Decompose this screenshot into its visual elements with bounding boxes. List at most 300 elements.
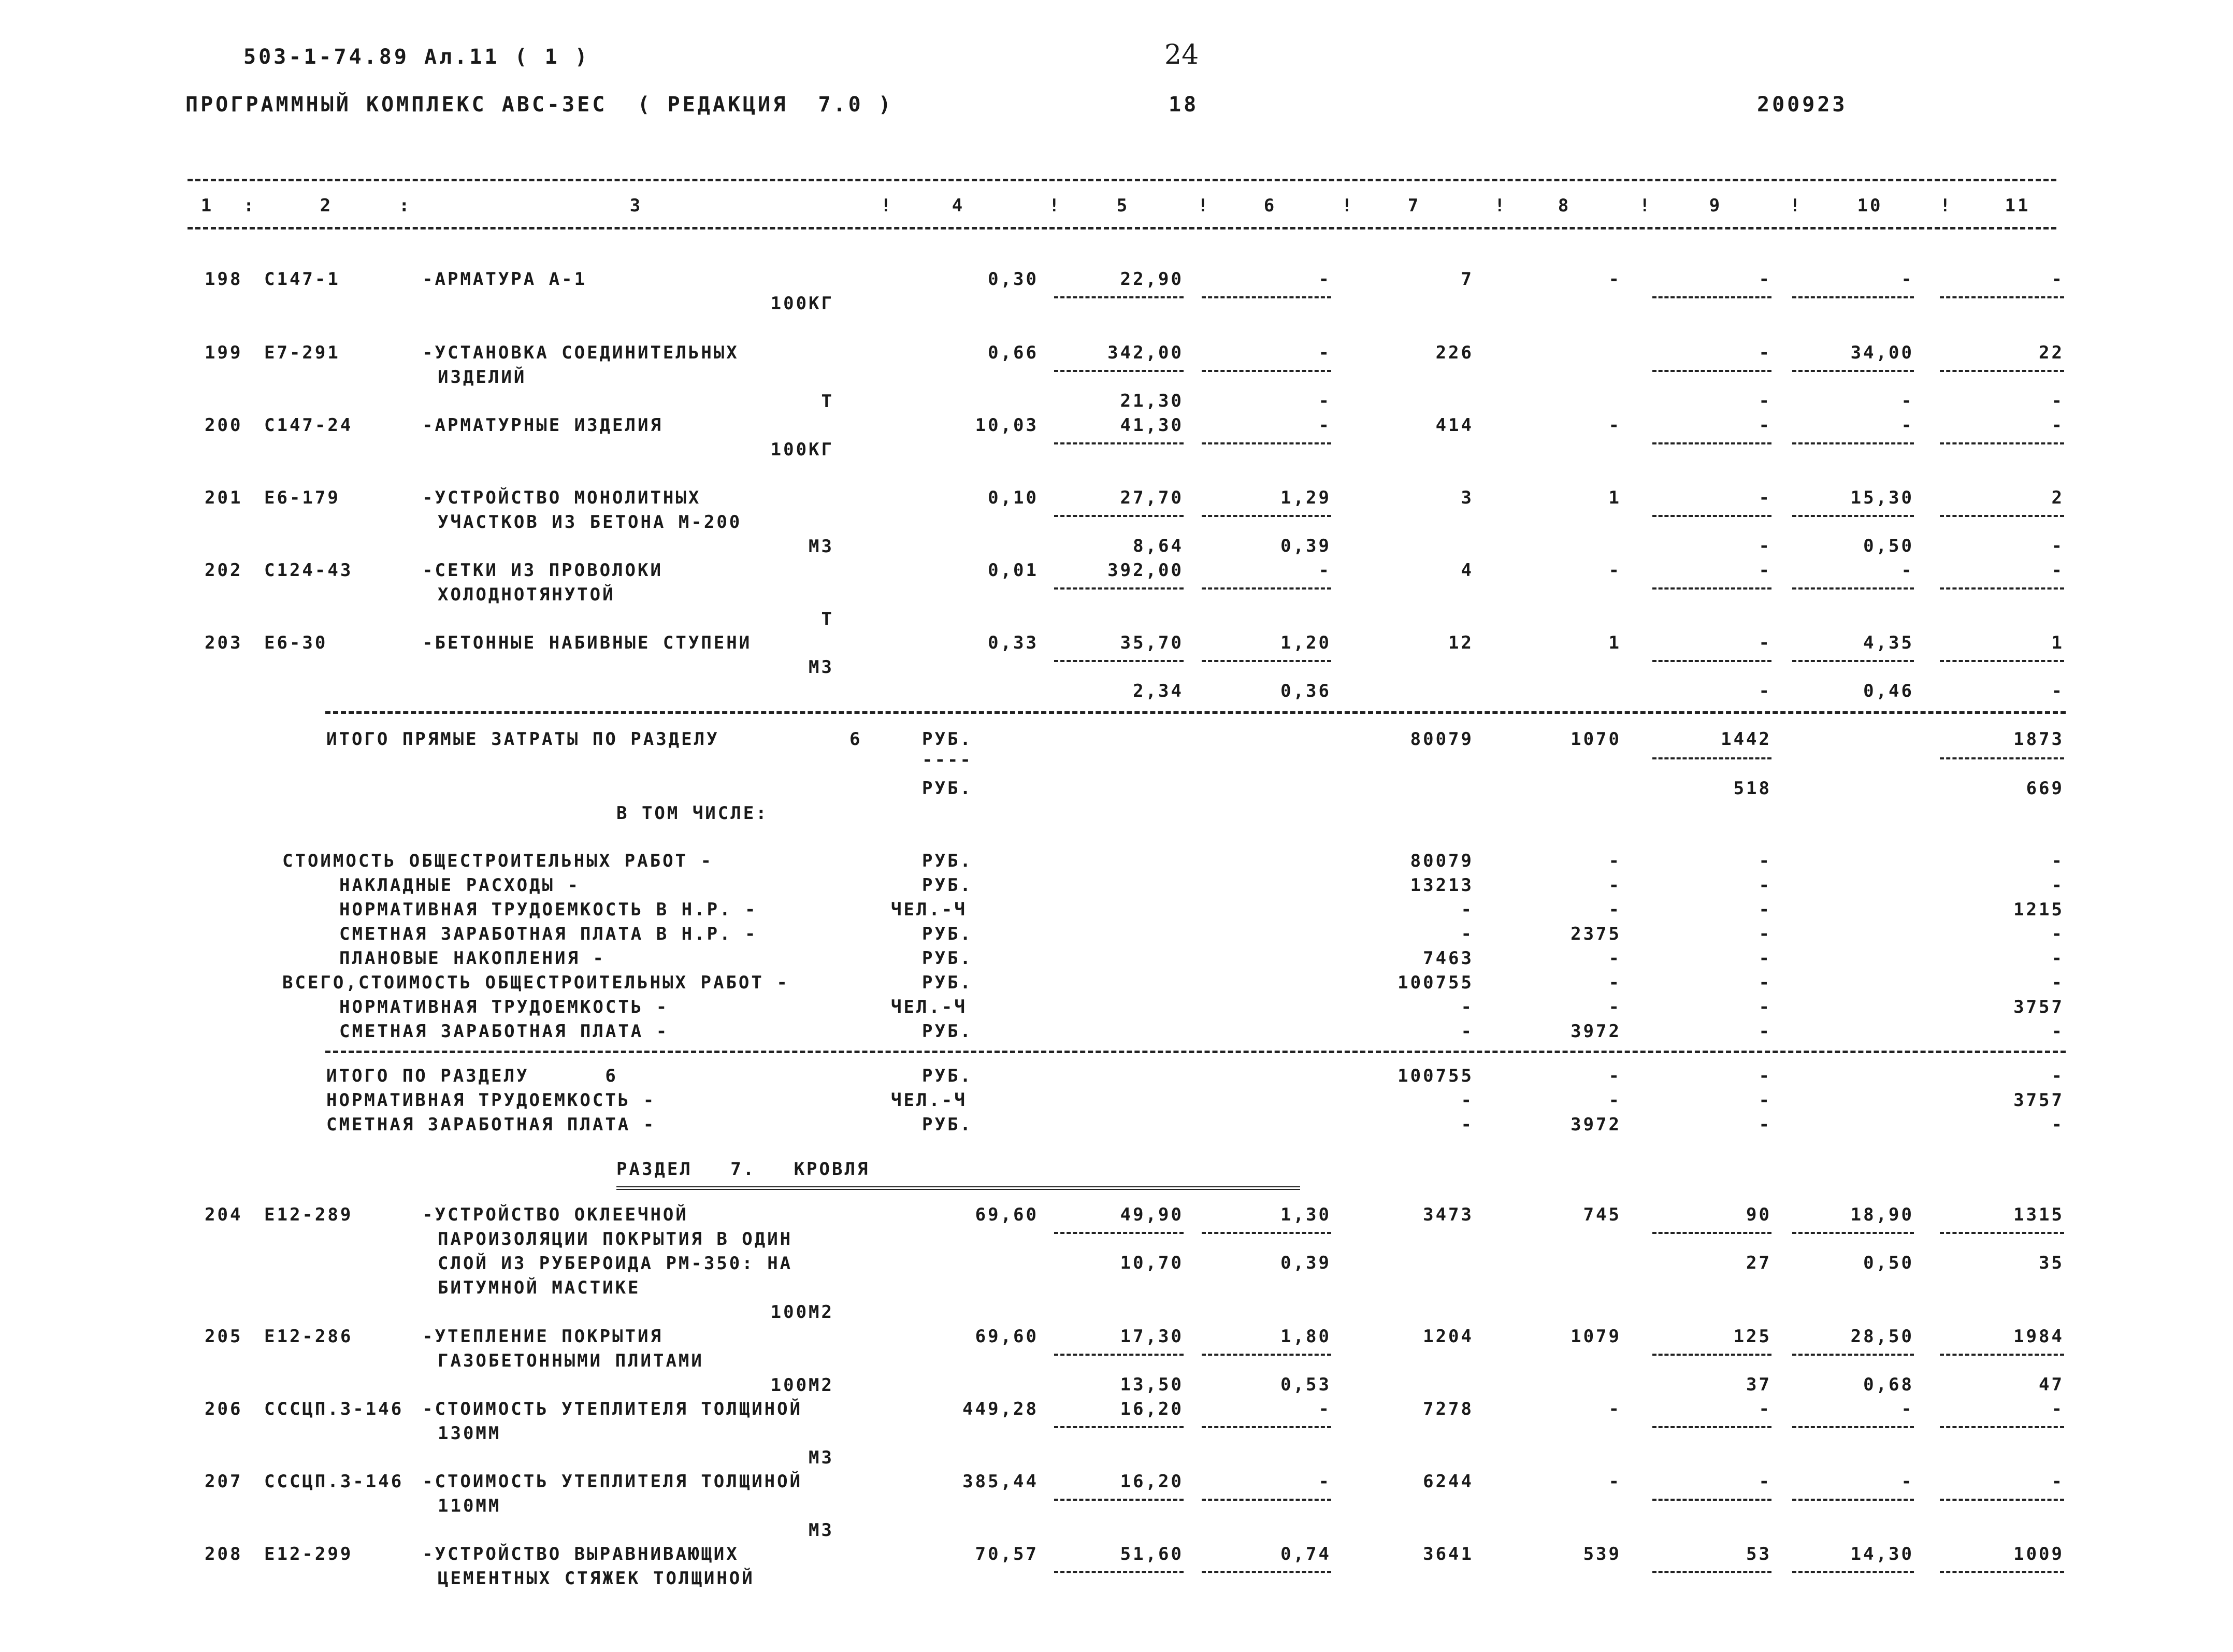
row-name-line: -СТОИМОСТЬ УТЕПЛИТЕЛЯ ТОЛЩИНОЙ [422, 1471, 803, 1492]
row-number: 201 [205, 487, 243, 508]
row-value-c10: 15,30 [1850, 487, 1914, 508]
row-number: 205 [205, 1326, 243, 1347]
program-title: ПРОГРАММНЫЙ КОМПЛЕКС АВС-ЗЕС ( РЕДАКЦИЯ 7.0 ) [185, 93, 894, 117]
row-subvalue-s9: - [1759, 681, 1771, 701]
breakdown-c9: - [1759, 899, 1771, 920]
breakdown-c11: - [2051, 1021, 2064, 1042]
row-subvalue-s10: 0,68 [1863, 1374, 1914, 1395]
row-underline [1940, 1499, 2064, 1501]
row-unit: М3 [809, 1520, 834, 1541]
breakdown-c7: 100755 [1398, 972, 1474, 993]
section-total-label: НОРМАТИВНАЯ ТРУДОЕМКОСТЬ - [326, 1090, 656, 1111]
row-underline [1792, 442, 1914, 444]
row-code: Е6-30 [264, 633, 328, 653]
row-value-c5: 51,60 [1120, 1544, 1184, 1564]
breakdown-c7: - [1461, 1021, 1474, 1042]
row-unit: Т [821, 609, 834, 629]
row-number: 198 [205, 269, 243, 290]
column-divider: ! [1940, 195, 1953, 216]
row-subvalue-s5: 2,34 [1133, 681, 1184, 701]
row-underline [1940, 1426, 2064, 1428]
total-direct-c11: 1873 [2013, 729, 2064, 750]
breakdown-c7: 13213 [1410, 875, 1474, 896]
row-subvalue-s5: 21,30 [1120, 391, 1184, 411]
row-subvalue-s11: - [2051, 681, 2064, 701]
section-total-c11: - [2051, 1066, 2064, 1086]
row-underline [1652, 587, 1771, 590]
row-underline [1054, 1232, 1184, 1234]
breakdown-c7: - [1461, 924, 1474, 944]
breakdown-c11: 1215 [2013, 899, 2064, 920]
row-value-c5: 392,00 [1107, 560, 1184, 581]
row-subvalue-s6: 0,36 [1280, 681, 1331, 701]
row-number: 207 [205, 1471, 243, 1492]
row-unit: 100КГ [770, 293, 834, 314]
row-value-c7: 4 [1461, 560, 1474, 581]
row-subvalue-s6: 0,39 [1280, 1253, 1331, 1273]
row-unit: М3 [809, 657, 834, 678]
row-value-c11: 1315 [2013, 1204, 2064, 1225]
total-direct-underline [1652, 757, 1771, 759]
table-header-rule [188, 227, 2056, 229]
row-code: СССЦП.3-146 [264, 1471, 404, 1492]
row-number: 204 [205, 1204, 243, 1225]
row-name-line: СЛОЙ ИЗ РУБЕРОИДА РМ-350: НА [438, 1253, 793, 1274]
document-code: 503-1-74.89 Ал.11 ( 1 ) [243, 45, 590, 69]
row-value-qty: 10,03 [975, 415, 1039, 436]
row-name-line: ЦЕМЕНТНЫХ СТЯЖЕК ТОЛЩИНОЙ [438, 1568, 755, 1589]
row-underline [1202, 442, 1331, 444]
row-name-line: -УСТАНОВКА СОЕДИНИТЕЛЬНЫХ [422, 342, 739, 363]
row-underline [1940, 370, 2064, 372]
row-underline [1792, 296, 1914, 298]
column-header-9: 9 [1709, 195, 1722, 216]
row-value-c9: - [1759, 342, 1771, 363]
total-direct-unit-dash: ---- [922, 750, 973, 770]
column-header-8: 8 [1558, 195, 1571, 216]
column-header-3: 3 [629, 195, 643, 216]
column-divider: ! [1198, 195, 1211, 216]
breakdown-c11: - [2051, 851, 2064, 871]
total-direct-c11b: 669 [2026, 778, 2064, 799]
breakdown-c11: 3757 [2013, 997, 2064, 1017]
row-value-qty: 0,10 [988, 487, 1039, 508]
row-value-c8: 745 [1583, 1204, 1621, 1225]
row-name-line: -СЕТКИ ИЗ ПРОВОЛОКИ [422, 560, 663, 581]
column-divider: ! [1639, 195, 1652, 216]
row-unit: Т [821, 391, 834, 412]
row-unit: 100М2 [770, 1375, 834, 1396]
row-value-qty: 0,33 [988, 633, 1039, 653]
row-underline [1792, 1426, 1914, 1428]
row-underline [1940, 1232, 2064, 1234]
row-value-c9: - [1759, 560, 1771, 581]
breakdown-c9: - [1759, 1021, 1771, 1042]
row-value-c5: 17,30 [1120, 1326, 1184, 1347]
row-underline [1652, 1499, 1771, 1501]
row-value-c7: 7 [1461, 269, 1474, 290]
row-name-line: 130ММ [438, 1423, 501, 1444]
row-value-c9: - [1759, 633, 1771, 653]
row-value-c8: 1 [1608, 487, 1621, 508]
row-underline [1792, 1354, 1914, 1356]
column-divider: ! [881, 195, 894, 216]
row-name-line: -АРМАТУРА А-1 [422, 269, 587, 290]
column-header-10: 10 [1857, 195, 1883, 216]
row-underline [1940, 296, 2064, 298]
row-value-c10: - [1901, 1471, 1914, 1492]
row-code: Е6-179 [264, 487, 340, 508]
row-underline [1940, 515, 2064, 517]
row-value-c8: - [1608, 415, 1621, 436]
row-code: Е7-291 [264, 342, 340, 363]
breakdown-c9: - [1759, 924, 1771, 944]
breakdown-label: СМЕТНАЯ ЗАРАБОТНАЯ ПЛАТА В Н.Р. - [339, 924, 758, 944]
row-underline [1792, 1571, 1914, 1573]
section-total-c7: 100755 [1398, 1066, 1474, 1086]
row-underline [1652, 442, 1771, 444]
row-name-line: ХОЛОДНОТЯНУТОЙ [438, 584, 615, 605]
total-direct-underline [1940, 757, 2064, 759]
row-subvalue-s10: 0,46 [1863, 681, 1914, 701]
row-value-c6: 1,29 [1280, 487, 1331, 508]
row-subvalue-s10: 0,50 [1863, 1253, 1914, 1273]
row-value-c9: - [1759, 1471, 1771, 1492]
row-unit: М3 [809, 536, 834, 557]
total-direct-c9: 1442 [1721, 729, 1771, 750]
row-subvalue-s6: 0,53 [1280, 1374, 1331, 1395]
row-number: 199 [205, 342, 243, 363]
row-value-c7: 3473 [1423, 1204, 1474, 1225]
breakdown-unit: ЧЕЛ.-Ч [891, 997, 967, 1017]
row-value-c8: - [1608, 1399, 1621, 1419]
table-top-rule [188, 179, 2056, 181]
row-underline [1792, 660, 1914, 662]
row-value-c9: - [1759, 415, 1771, 436]
row-underline [1054, 1499, 1184, 1501]
row-underline [1202, 1499, 1331, 1501]
breakdown-c8: 2375 [1571, 924, 1621, 944]
row-value-c11: - [2051, 1399, 2064, 1419]
row-underline [1202, 515, 1331, 517]
row-value-c8: 1079 [1571, 1326, 1621, 1347]
row-value-c7: 414 [1435, 415, 1474, 436]
row-subvalue-s5: 8,64 [1133, 536, 1184, 556]
row-subvalue-s5: 10,70 [1120, 1253, 1184, 1273]
row-underline [1054, 1426, 1184, 1428]
row-name-line: ГАЗОБЕТОННЫМИ ПЛИТАМИ [438, 1351, 704, 1371]
row-value-c5: 49,90 [1120, 1204, 1184, 1225]
row-value-c11: - [2051, 1471, 2064, 1492]
row-value-c9: - [1759, 1399, 1771, 1419]
breakdown-c7: 80079 [1410, 851, 1474, 871]
row-underline [1202, 1232, 1331, 1234]
breakdown-label: НАКЛАДНЫЕ РАСХОДЫ - [339, 875, 580, 896]
row-underline [1202, 296, 1331, 298]
breakdown-label: НОРМАТИВНАЯ ТРУДОЕМКОСТЬ В Н.Р. - [339, 899, 758, 920]
row-value-c10: 28,50 [1850, 1326, 1914, 1347]
row-value-c10: 34,00 [1850, 342, 1914, 363]
column-divider: ! [1049, 195, 1062, 216]
row-name-line: УЧАСТКОВ ИЗ БЕТОНА М-200 [438, 512, 742, 533]
row-name-line: -АРМАТУРНЫЕ ИЗДЕЛИЯ [422, 415, 663, 436]
breakdown-unit: РУБ. [922, 851, 973, 871]
breakdown-c7: 7463 [1423, 948, 1474, 969]
column-divider: ! [1494, 195, 1507, 216]
section-total-c9: - [1759, 1066, 1771, 1086]
run-date: 200923 [1757, 93, 1848, 117]
breakdown-c9: - [1759, 851, 1771, 871]
row-value-qty: 385,44 [962, 1471, 1039, 1492]
row-value-c9: - [1759, 269, 1771, 290]
row-value-c7: 3641 [1423, 1544, 1474, 1564]
row-number: 206 [205, 1399, 243, 1419]
row-value-c7: 226 [1435, 342, 1474, 363]
breakdown-unit: РУБ. [922, 1021, 973, 1042]
row-value-c11: - [2051, 415, 2064, 436]
row-value-c8: - [1608, 560, 1621, 581]
row-value-qty: 0,30 [988, 269, 1039, 290]
row-underline [1054, 1354, 1184, 1356]
row-subvalue-s9: 27 [1746, 1253, 1771, 1273]
breakdown-unit: РУБ. [922, 924, 973, 944]
row-value-c7: 6244 [1423, 1471, 1474, 1492]
row-value-c11: - [2051, 269, 2064, 290]
row-unit: 100КГ [770, 439, 834, 460]
row-underline [1652, 1354, 1771, 1356]
row-unit: М3 [809, 1447, 834, 1468]
row-value-c10: 18,90 [1850, 1204, 1914, 1225]
row-value-qty: 0,01 [988, 560, 1039, 581]
row-value-c6: - [1318, 1471, 1331, 1492]
row-value-c7: 12 [1448, 633, 1474, 653]
row-underline [1792, 515, 1914, 517]
row-value-c8: - [1608, 1471, 1621, 1492]
section-summary-rule [325, 1051, 2066, 1053]
row-subvalue-s10: - [1901, 391, 1914, 411]
total-direct-label: ИТОГО ПРЯМЫЕ ЗАТРАТЫ ПО РАЗДЕЛУ [326, 729, 719, 750]
row-value-c6: - [1318, 1399, 1331, 1419]
breakdown-unit: РУБ. [922, 972, 973, 993]
column-divider: ! [1790, 195, 1803, 216]
row-underline [1652, 1426, 1771, 1428]
row-value-c6: - [1318, 560, 1331, 581]
row-number: 202 [205, 560, 243, 581]
section-total-c8: 3972 [1571, 1114, 1621, 1135]
total-direct-section: 6 [849, 729, 862, 750]
row-value-qty: 0,66 [988, 342, 1039, 363]
row-subvalue-s9: 37 [1746, 1374, 1771, 1395]
breakdown-c11: - [2051, 972, 2064, 993]
row-value-c6: - [1318, 415, 1331, 436]
row-value-c9: 53 [1746, 1544, 1771, 1564]
breakdown-c8: - [1608, 875, 1621, 896]
row-value-c5: 342,00 [1107, 342, 1184, 363]
page-number: 24 [1164, 39, 1199, 70]
row-underline [1792, 370, 1914, 372]
row-underline [1054, 442, 1184, 444]
sheet-number: 18 [1169, 93, 1199, 117]
row-underline [1792, 1499, 1914, 1501]
row-name-line: -БЕТОННЫЕ НАБИВНЫЕ СТУПЕНИ [422, 633, 752, 653]
row-value-c6: 0,74 [1280, 1544, 1331, 1564]
row-value-c10: - [1901, 415, 1914, 436]
row-underline [1940, 587, 2064, 590]
row-code: СССЦП.3-146 [264, 1399, 404, 1419]
section-total-unit: РУБ. [922, 1066, 973, 1086]
row-value-c5: 35,70 [1120, 633, 1184, 653]
row-value-c7: 3 [1461, 487, 1474, 508]
breakdown-c7: - [1461, 899, 1474, 920]
breakdown-c8: - [1608, 997, 1621, 1017]
row-underline [1202, 1354, 1331, 1356]
row-subvalue-s10: 0,50 [1863, 536, 1914, 556]
including-label: В ТОМ ЧИСЛЕ: [616, 803, 769, 824]
row-value-c9: 125 [1733, 1326, 1771, 1347]
row-value-c11: 1009 [2013, 1544, 2064, 1564]
row-name-line: -УСТРОЙСТВО ВЫРАВНИВАЮЩИХ [422, 1544, 739, 1564]
row-value-c11: 2 [2051, 487, 2064, 508]
breakdown-unit: РУБ. [922, 948, 973, 969]
breakdown-c11: - [2051, 875, 2064, 896]
row-value-c5: 41,30 [1120, 415, 1184, 436]
breakdown-c9: - [1759, 875, 1771, 896]
breakdown-c8: - [1608, 899, 1621, 920]
row-underline [1792, 587, 1914, 590]
row-underline [1940, 1571, 2064, 1573]
row-number: 200 [205, 415, 243, 436]
breakdown-c9: - [1759, 997, 1771, 1017]
breakdown-c9: - [1759, 972, 1771, 993]
total-direct-unit2: РУБ. [922, 778, 973, 799]
row-subvalue-s11: - [2051, 391, 2064, 411]
row-subvalue-s5: 13,50 [1120, 1374, 1184, 1395]
row-value-c10: 4,35 [1863, 633, 1914, 653]
row-value-c6: - [1318, 269, 1331, 290]
row-code: Е12-299 [264, 1544, 353, 1564]
row-value-c7: 7278 [1423, 1399, 1474, 1419]
row-value-qty: 69,60 [975, 1204, 1039, 1225]
row-value-c5: 16,20 [1120, 1471, 1184, 1492]
section-total-c11: 3757 [2013, 1090, 2064, 1111]
breakdown-c7: - [1461, 997, 1474, 1017]
row-underline [1202, 370, 1331, 372]
row-underline [1054, 1571, 1184, 1573]
row-value-qty: 449,28 [962, 1399, 1039, 1419]
row-underline [1652, 370, 1771, 372]
row-subvalue-s6: 0,39 [1280, 536, 1331, 556]
row-value-c10: - [1901, 1399, 1914, 1419]
breakdown-label: ПЛАНОВЫЕ НАКОПЛЕНИЯ - [339, 948, 606, 969]
row-value-c8: - [1608, 269, 1621, 290]
row-name-line: ИЗДЕЛИЙ [438, 367, 527, 387]
row-value-c9: - [1759, 487, 1771, 508]
section-total-c7: - [1461, 1114, 1474, 1135]
row-underline [1054, 660, 1184, 662]
breakdown-c8: - [1608, 972, 1621, 993]
row-subvalue-s11: 35 [2039, 1253, 2064, 1273]
section-title: РАЗДЕЛ 7. КРОВЛЯ [616, 1159, 870, 1180]
row-name-line: -СТОИМОСТЬ УТЕПЛИТЕЛЯ ТОЛЩИНОЙ [422, 1399, 803, 1419]
row-value-c6: 1,80 [1280, 1326, 1331, 1347]
row-underline [1792, 1232, 1914, 1234]
column-header-6: 6 [1263, 195, 1277, 216]
row-underline [1652, 1232, 1771, 1234]
row-subvalue-s9: - [1759, 536, 1771, 556]
breakdown-c9: - [1759, 948, 1771, 969]
section-total-label: ИТОГО ПО РАЗДЕЛУ 6 [326, 1066, 618, 1086]
column-header-7: 7 [1407, 195, 1421, 216]
total-direct-c9b: 518 [1733, 778, 1771, 799]
row-underline [1652, 515, 1771, 517]
row-underline [1652, 660, 1771, 662]
row-code: С147-1 [264, 269, 340, 290]
row-subvalue-s9: - [1759, 391, 1771, 411]
row-value-c10: - [1901, 560, 1914, 581]
section-total-unit: РУБ. [922, 1114, 973, 1135]
breakdown-c8: - [1608, 948, 1621, 969]
row-underline [1652, 1571, 1771, 1573]
row-name-line: -УТЕПЛЕНИЕ ПОКРЫТИЯ [422, 1326, 663, 1347]
row-subvalue-s11: 47 [2039, 1374, 2064, 1395]
row-name-line: -УСТРОЙСТВО МОНОЛИТНЫХ [422, 487, 701, 508]
breakdown-c11: - [2051, 924, 2064, 944]
row-unit: 100М2 [770, 1302, 834, 1323]
section-total-rule [325, 711, 2066, 714]
row-code: Е12-286 [264, 1326, 353, 1347]
row-underline [1940, 442, 2064, 444]
section-total-c8: - [1608, 1090, 1621, 1111]
column-divider: : [243, 195, 256, 216]
row-value-qty: 70,57 [975, 1544, 1039, 1564]
row-value-c11: 22 [2039, 342, 2064, 363]
breakdown-c11: - [2051, 948, 2064, 969]
section-title-underline [616, 1186, 1300, 1190]
breakdown-c8: - [1608, 851, 1621, 871]
row-value-c7: 1204 [1423, 1326, 1474, 1347]
row-value-c11: - [2051, 560, 2064, 581]
row-underline [1940, 660, 2064, 662]
row-value-c6: 1,20 [1280, 633, 1331, 653]
row-subvalue-s11: - [2051, 536, 2064, 556]
row-underline [1054, 296, 1184, 298]
row-underline [1202, 587, 1331, 590]
row-value-c11: 1 [2051, 633, 2064, 653]
row-underline [1202, 1426, 1331, 1428]
row-underline [1652, 296, 1771, 298]
row-code: Е12-289 [264, 1204, 353, 1225]
row-value-c6: 1,30 [1280, 1204, 1331, 1225]
section-total-c9: - [1759, 1114, 1771, 1135]
row-value-c8: 539 [1583, 1544, 1621, 1564]
column-divider: : [399, 195, 412, 216]
row-code: С147-24 [264, 415, 353, 436]
row-value-c11: 1984 [2013, 1326, 2064, 1347]
row-value-c5: 27,70 [1120, 487, 1184, 508]
breakdown-c8: 3972 [1571, 1021, 1621, 1042]
row-value-c10: 14,30 [1850, 1544, 1914, 1564]
row-code: С124-43 [264, 560, 353, 581]
row-number: 208 [205, 1544, 243, 1564]
row-value-c5: 22,90 [1120, 269, 1184, 290]
row-underline [1054, 370, 1184, 372]
row-value-c8: 1 [1608, 633, 1621, 653]
breakdown-unit: ЧЕЛ.-Ч [891, 899, 967, 920]
row-value-c5: 16,20 [1120, 1399, 1184, 1419]
section-total-label: СМЕТНАЯ ЗАРАБОТНАЯ ПЛАТА - [326, 1114, 656, 1135]
column-header-11: 11 [2005, 195, 2030, 216]
breakdown-label: ВСЕГО,СТОИМОСТЬ ОБЩЕСТРОИТЕЛЬНЫХ РАБОТ - [282, 972, 789, 993]
